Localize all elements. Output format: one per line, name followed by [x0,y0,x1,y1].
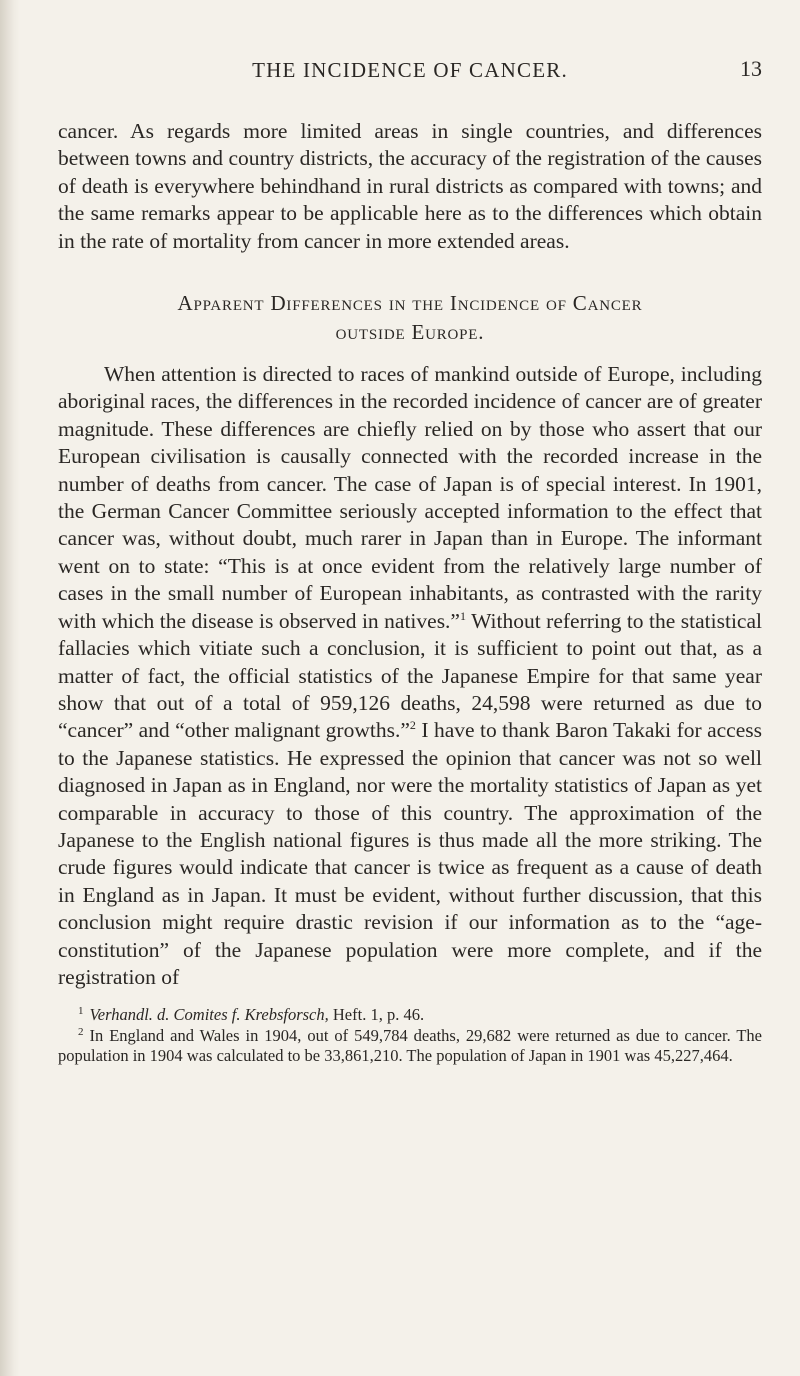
body-text-part-1: When attention is directed to races of mankind outside of Europe, including aboriginal races, the differences in the recorded incidence of cancer are of greater magnitude. These differences are chiefly relied on by those who assert that our European civilisation is causally connected with the recorded increase in the number of deaths from cancer. The case of Japan is of special interest. In 1901, the German Cancer Committee seriously accepted information to the effect that cancer was, without doubt, much rarer in Japan than in Europe. The informant went on to state: “This is at once evident from the relatively large number of cases in the small number of European inhabitants, as contrasted with the rarity with which the disease is observed in natives.” [58,362,762,633]
footnote-reference-1: 1 [459,608,466,623]
footnote-2-mark: 2 [78,1025,84,1038]
section-body-paragraph [58,361,762,991]
page-binding-shadow [0,0,20,1376]
page-number: 13 [740,56,762,81]
section-heading-line-2: outside Europe. [335,320,485,345]
body-text-part-3: I have to thank Baron Takaki for access to the Japanese statistics. He expressed the opinion that cancer was not so well diagnosed in Japan as in England, nor were the mortality statistics of Japan as yet comparable in accuracy to those of this country. The approximation of the Japanese to the English national figures is thus made all the more striking. The crude figures would indicate that cancer is twice as frequent as a cause of death in England as in Japan. It must be evident, without further discussion, that this conclusion might require drastic revision if our information as to the “age-constitution” of the Japanese population were more complete, and if the registration of [58,718,762,989]
footnote-1-text: Heft. 1, p. 46. [328,1005,425,1025]
footnotes [58,1005,762,1067]
section-heading-line-1: Apparent Differences in the Incidence of Cancer [177,291,643,316]
footnote-1-mark: 1 [78,1005,84,1018]
footnote-2 [58,1026,762,1067]
footnote-reference-2: 2 [409,718,416,733]
footnote-1-source: Verhandl. d. Comites f. Krebsforsch, [89,1005,329,1025]
footnote-1 [58,1005,762,1026]
body-text-part-2: Without referring to the statistical fallacies which vitiate such a conclusion, it is sufficient to point out that, as a matter of fact, the official statistics of the Japanese Empire for that same year show that out of a total of 959,126 deaths, 24,598 were returned as due to “cancer” and “other malignant growths.” [58,608,762,743]
running-title: THE INCIDENCE OF CANCER. [252,58,568,82]
running-header [58,58,762,88]
footnote-2-text: In England and Wales in 1904, out of 549,784 deaths, 29,682 were returned as due to cancer. The population in 1904 was calculated to be 33,861,210. The population of Japan in 1901 was 45,227,464. [58,1025,762,1066]
book-page [58,58,762,1067]
section-heading [58,289,762,347]
opening-paragraph: cancer. As regards more limited areas in single countries, and differences between towns and country districts, the accuracy of the registration of the causes of death is everywhere behindhand in rural districts as compared with towns; and the same remarks appear to be applicable here as to the differences which obtain in the rate of mortality from cancer in more extended areas. [58,119,762,253]
